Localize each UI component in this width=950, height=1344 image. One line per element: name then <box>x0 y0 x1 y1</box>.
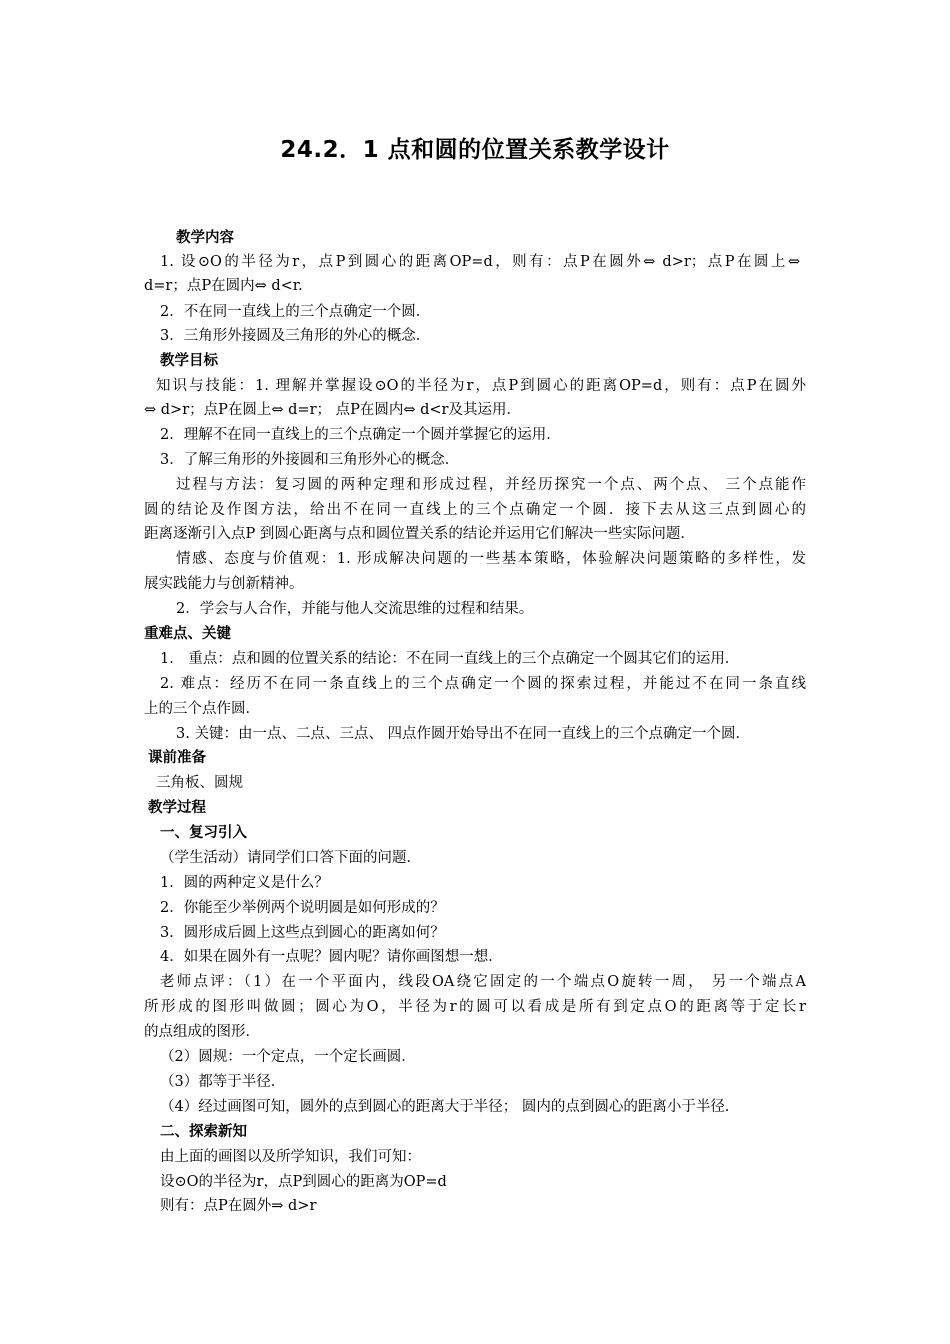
paragraph-line: 2．理解不在同一直线上的三个点确定一个圆并掌握它的运用． <box>160 427 561 443</box>
paragraph-line: 3．圆形成后圆上这些点到圆心的距离如何？ <box>160 925 445 941</box>
paragraph-line: 知识与技能：1. 理解并掌握设⊙O的半径为r，点P到圆心的距离OP=d，则有：点P在圆外 <box>156 378 806 394</box>
paragraph-line: 由上面的画图以及所学知识，我们可知： <box>160 1149 421 1165</box>
heading-key-points: 重难点、关键 <box>144 626 231 642</box>
paragraph-line: 情感、态度与价值观：1. 形成解决问题的一些基本策略，体验解决问题策略的多样性，发 <box>176 551 806 567</box>
paragraph-line: 圆的结论及作图方法，给出不在同一直线上的三个点确定一个圆．接下去从这三点到圆心的 <box>144 502 806 518</box>
paragraph-line: 过程与方法：复习圆的两种定理和形成过程，并经历探究一个点、两个点、 三个点能作 <box>176 477 806 493</box>
paragraph-line: 三角板、圆规 <box>156 775 243 791</box>
paragraph-line: ⇔ d>r；点P在圆上⇔ d=r； 点P在圆内⇔ d<r及其运用． <box>144 402 521 418</box>
document-title: 24.2．1 点和圆的位置关系教学设计 <box>280 137 670 163</box>
paragraph-line: 4．如果在圆外有一点呢？圆内呢？请你画图想一想． <box>160 949 503 965</box>
paragraph-line: d=r；点P在圆内⇔ d<r. <box>144 278 303 294</box>
paragraph-line: 设⊙O的半径为r，点P到圆心的距离为OP=d <box>160 1174 447 1190</box>
paragraph-line: 的点组成的图形． <box>144 1024 260 1040</box>
paragraph-line: 2．你能至少举例两个说明圆是如何形成的？ <box>160 900 445 916</box>
heading-teaching-process: 教学过程 <box>148 800 206 816</box>
heading-review-intro: 一、复习引入 <box>160 825 247 841</box>
paragraph-line: 3. 关键：由一点、二点、三点、 四点作圆开始导出不在同一直线上的三个点确定一个圆． <box>176 726 751 742</box>
paragraph-line: 2. 难点：经历不在同一条直线上的三个点确定一个圆的探索过程，并能过不在同一条直线 <box>160 676 806 692</box>
paragraph-line: （4）经过画图可知，圆外的点到圆心的距离大于半径； 圆内的点到圆心的距离小于半径． <box>160 1099 740 1115</box>
paragraph-line: 3．三角形外接圆及三角形的外心的概念． <box>160 328 431 344</box>
paragraph-line: （学生活动）请同学们口答下面的问题． <box>160 850 421 866</box>
paragraph-line: （3）都等于半径． <box>160 1074 286 1090</box>
paragraph-line: 距离逐渐引入点P 到圆心距离与点和圆位置关系的结论并运用它们解决一些实际问题． <box>144 526 695 542</box>
paragraph-line: 2．学会与人合作，并能与他人交流思维的过程和结果。 <box>176 601 534 617</box>
paragraph-line: 则有：点P在圆外⇒ d>r <box>160 1198 317 1214</box>
paragraph-line: 老师点评：（1）在一个平面内，线段OA绕它固定的一个端点O旋转一周， 另一个端点A <box>160 974 806 990</box>
heading-explore-new: 二、探索新知 <box>160 1124 247 1140</box>
paragraph-line: 上的三个点作圆． <box>144 701 260 717</box>
paragraph-line: （2）圆规：一个定点，一个定长画圆． <box>160 1049 416 1065</box>
paragraph-line: 1．圆的两种定义是什么？ <box>160 875 329 891</box>
paragraph-line: 1． 重点：点和圆的位置关系的结论：不在同一直线上的三个点确定一个圆其它们的运用． <box>160 651 740 667</box>
heading-teaching-goals: 教学目标 <box>160 353 218 369</box>
paragraph-line: 2．不在同一直线上的三个点确定一个圆． <box>160 304 431 320</box>
heading-preparation: 课前准备 <box>148 750 206 766</box>
paragraph-line: 1. 设⊙O的半径为r，点P到圆心的距离OP=d，则有：点P在圆外⇔ d>r；点P在圆上⇔ <box>160 254 800 270</box>
heading-teaching-content: 教学内容 <box>176 230 234 246</box>
paragraph-line: 所形成的图形叫做圆；圆心为O，半径为r的圆可以看成是所有到定点O的距离等于定长r <box>144 999 806 1015</box>
paragraph-line: 3．了解三角形的外接圆和三角形外心的概念． <box>160 452 460 468</box>
paragraph-line: 展实践能力与创新精神。 <box>144 576 304 592</box>
